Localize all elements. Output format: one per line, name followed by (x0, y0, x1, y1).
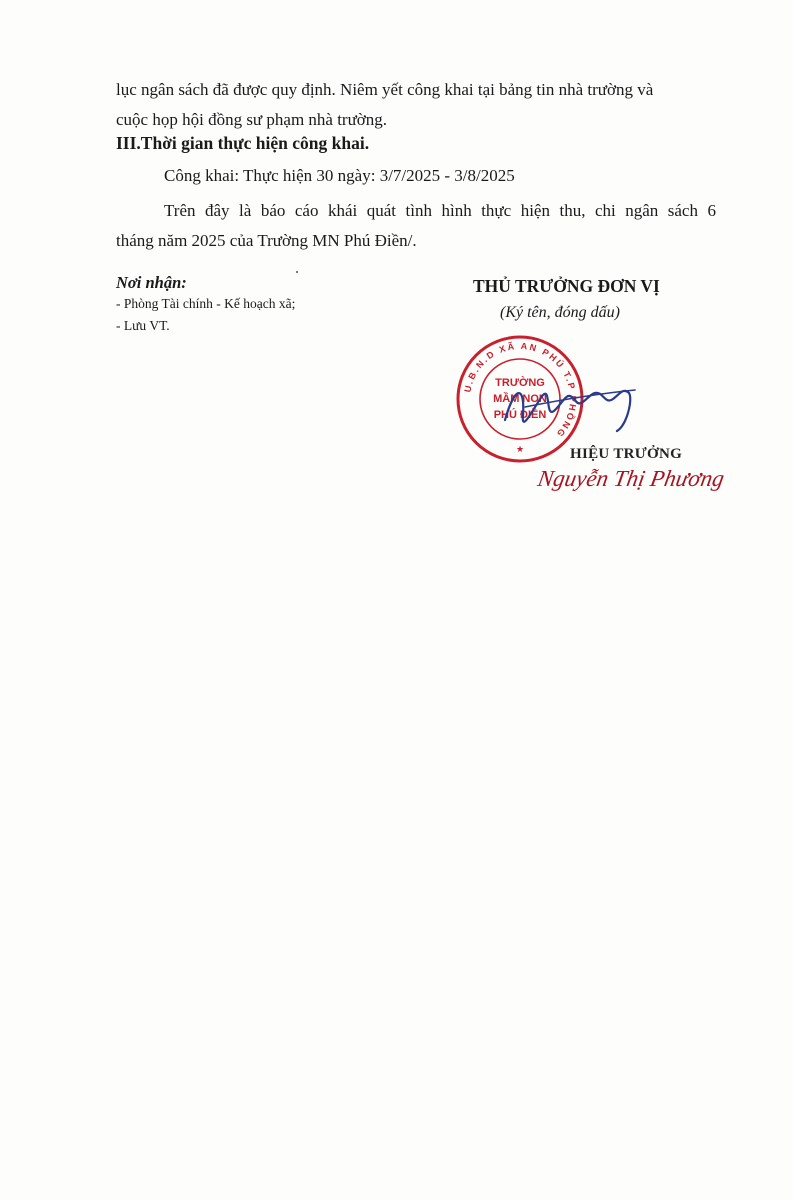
authority-title: THỦ TRƯỞNG ĐƠN VỊ (473, 276, 660, 296)
signer-position: HIỆU TRƯỞNG (570, 446, 683, 462)
paragraph-disclosure-period: Công khai: Thực hiện 30 ngày: 3/7/2025 - 3/8/2025 (164, 166, 515, 185)
recipients-title: Nơi nhận: (116, 273, 187, 292)
recipients-block (116, 273, 295, 337)
recipient-item: - Phòng Tài chính - Kế hoạch xã; (116, 296, 296, 311)
paragraph-summary (116, 196, 716, 256)
stray-dot (296, 271, 298, 273)
paragraph-line: tháng năm 2025 của Trường MN Phú Điền/. (116, 231, 417, 250)
svg-text:U.B.N.D XÃ AN PHÚ T.P PHỒ: U.B.N.D XÃ AN PHÚ T.P PHỒNG (462, 340, 579, 440)
svg-text:TRƯỜNG: TRƯỜNG (495, 377, 545, 389)
sign-instruction: (Ký tên, đóng dấu) (500, 304, 620, 321)
section-heading: III.Thời gian thực hiện công khai. (116, 133, 370, 153)
signer-name: Nguyễn Thị Phương (535, 466, 727, 491)
svg-text:MẦM NON: MẦM NON (493, 393, 547, 405)
paragraph-publication (116, 75, 716, 135)
paragraph-line: Trên đây là báo cáo khái quát tình hình thực hiện thu, chi ngân sách 6 (164, 201, 716, 220)
svg-text:PHÚ ĐIỀN: PHÚ ĐIỀN (493, 409, 547, 421)
paragraph-line: cuộc họp hội đồng sư phạm nhà trường. (116, 110, 388, 129)
recipient-item: - Lưu VT. (116, 318, 170, 333)
svg-text:★: ★ (515, 444, 525, 454)
handwritten-signature-icon (495, 365, 645, 445)
paragraph-line: lục ngân sách đã được quy định. Niêm yết công khai tại bảng tin nhà trường và (116, 80, 654, 99)
